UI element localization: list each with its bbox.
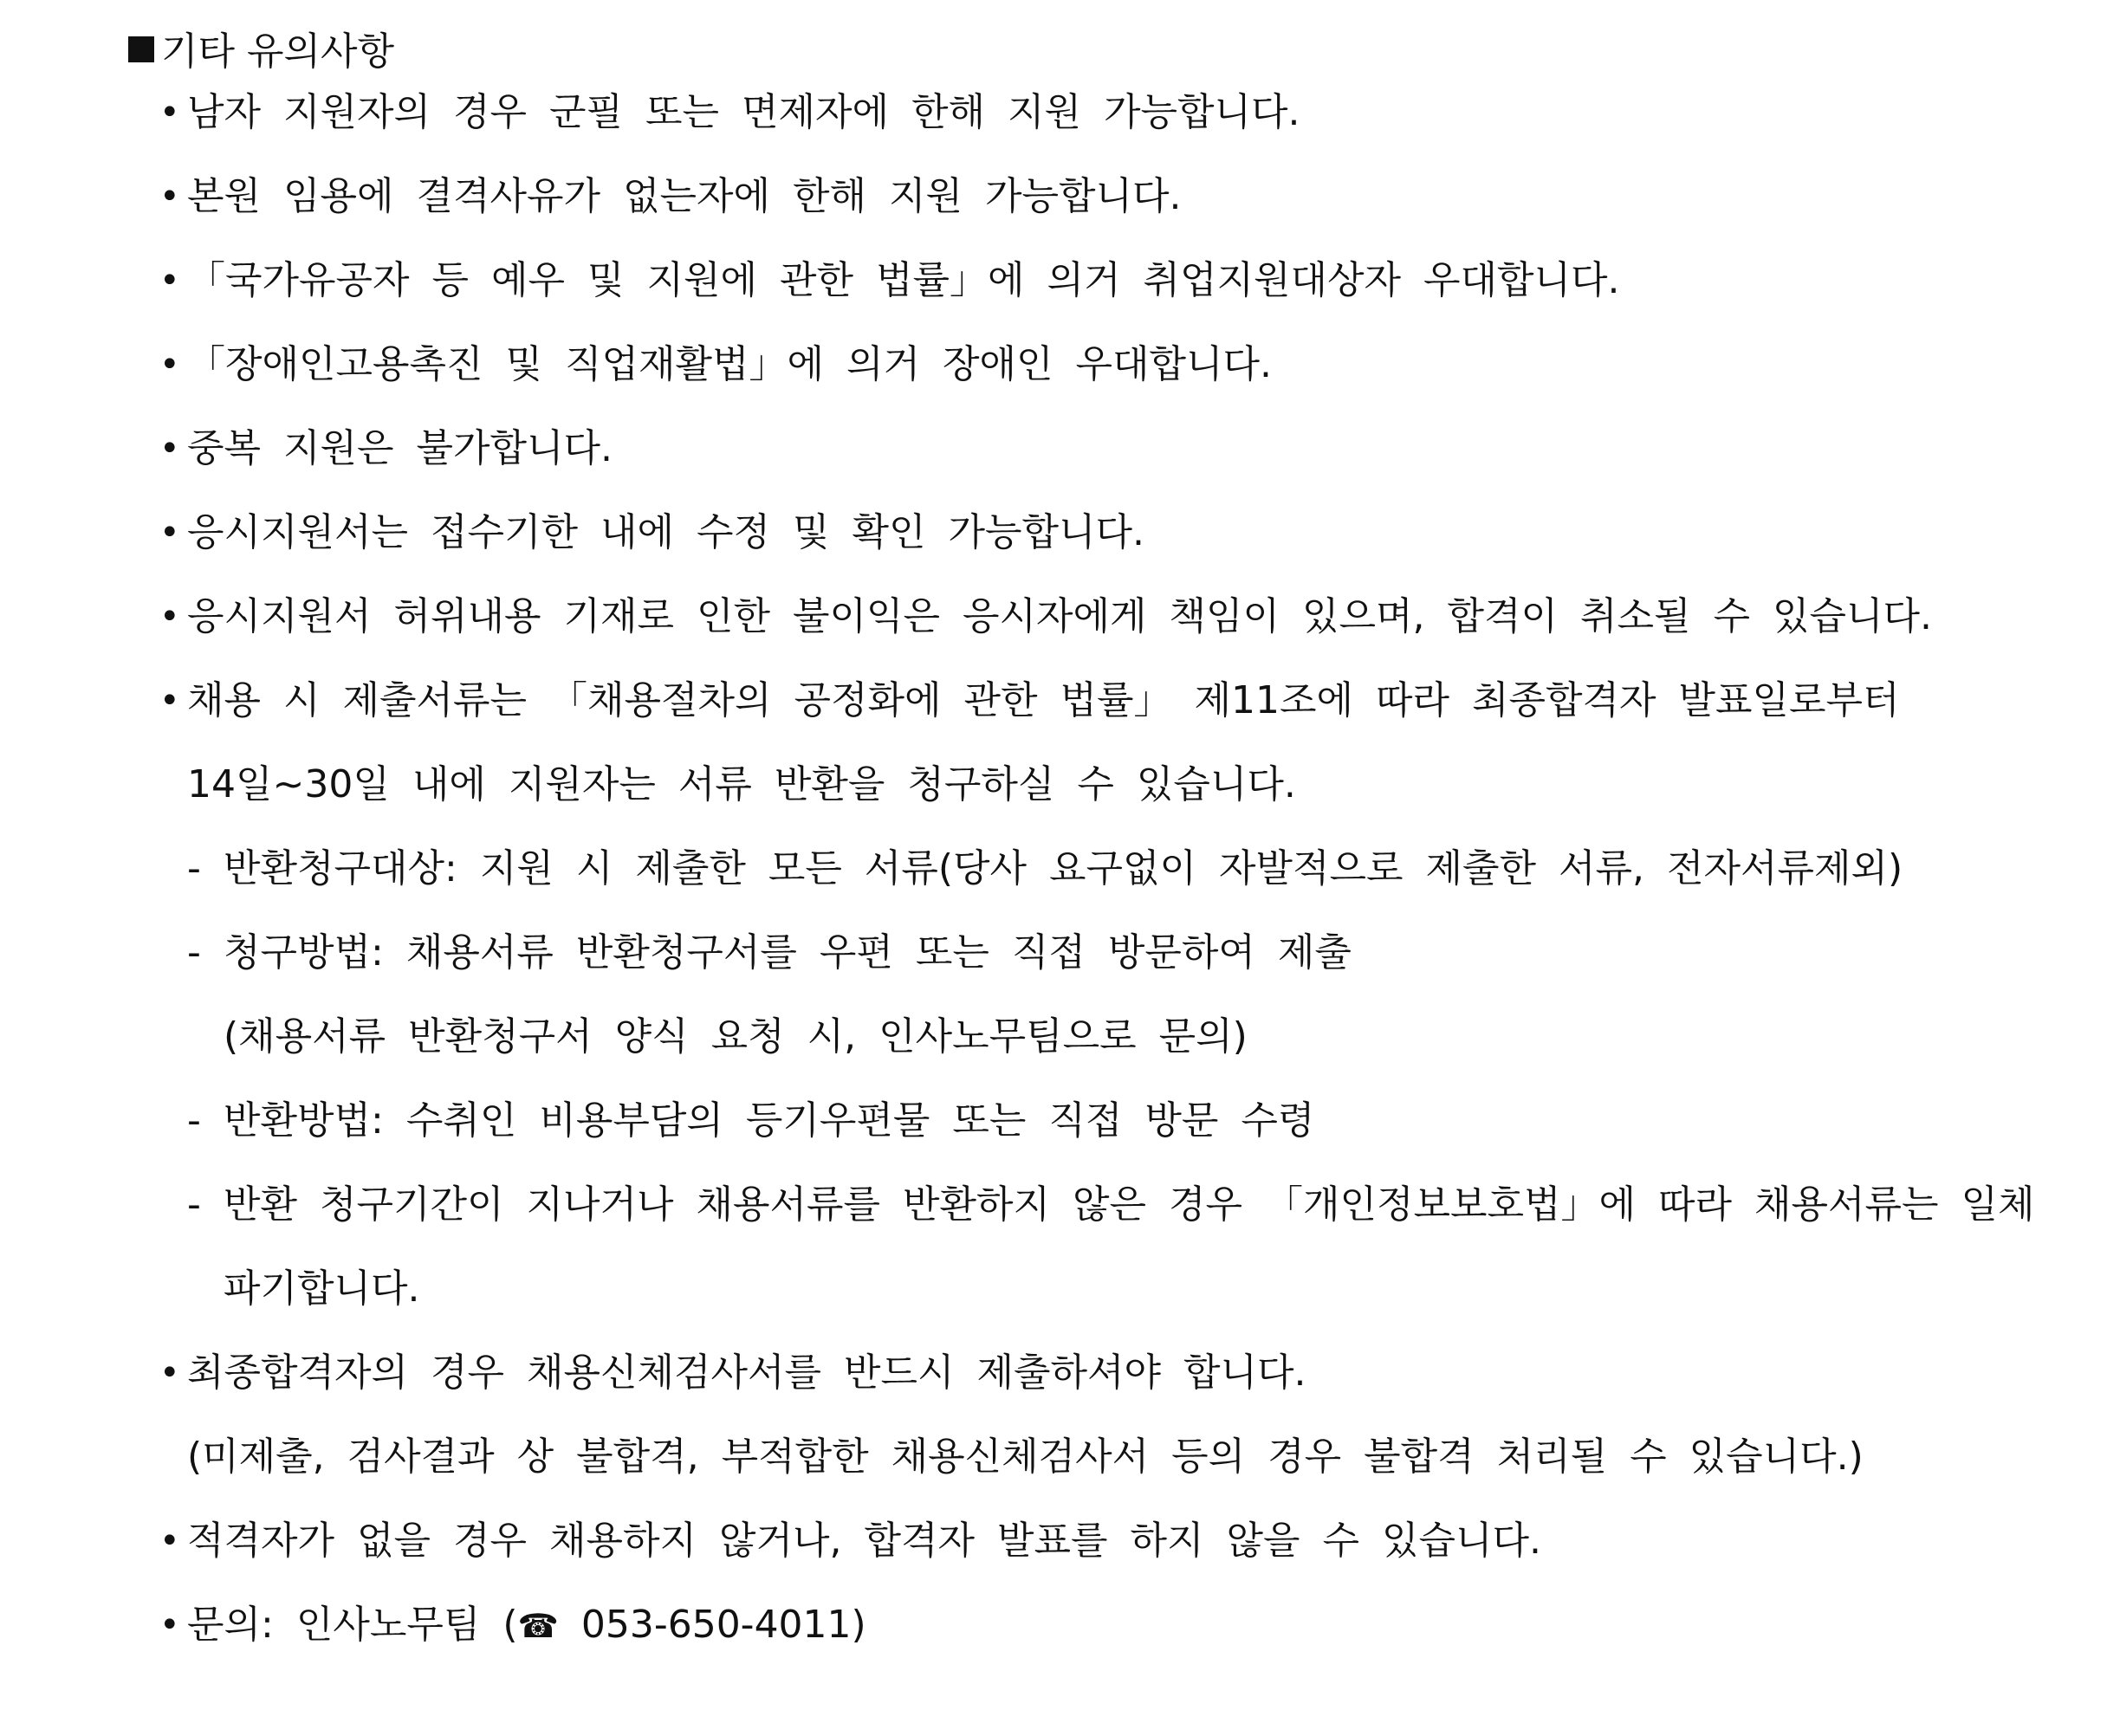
contact-phone-number: 053-650-4011) — [580, 1603, 866, 1647]
notice-item-medical-check-note: (미제출, 검사결과 상 불합격, 부적합한 채용신체검사서 등의 경우 불합격 처리될 수 있습니다.) — [187, 1435, 1864, 1479]
notice-item-disability: 「장애인고용촉진 및 직업재활법」에 의거 장애인 우대합니다. — [187, 342, 1273, 386]
bullet-icon: • — [159, 1353, 180, 1393]
bullet-icon: • — [159, 1521, 180, 1561]
sub-item-return-method: 반환방법: 수취인 비용부담의 등기우편물 또는 직접 방문 수령 — [224, 1098, 1315, 1143]
bullet-icon: • — [159, 1605, 180, 1645]
sub-item-destruction: 반환 청구기간이 지나거나 채용서류를 반환하지 않은 경우 「개인정보보호법」에 따라 채용서류는 일체 — [224, 1182, 2035, 1227]
sub-item-destruction-cont: 파기합니다. — [224, 1266, 420, 1311]
dash-marker: - — [187, 846, 201, 891]
notice-item-document-return: 채용 시 제출서류는 「채용절차의 공정화에 관한 법률」 제11조에 따라 최종합격자 발표일로부터 — [187, 678, 1900, 722]
bullet-icon: • — [159, 513, 180, 553]
dash-marker: - — [187, 1098, 201, 1143]
dash-marker: - — [187, 930, 201, 975]
notice-item-veterans: 「국가유공자 등 예우 및 지원에 관한 법률」에 의거 취업지원대상자 우대합니다. — [187, 258, 1620, 302]
notice-item-disqualification: 본원 임용에 결격사유가 없는자에 한해 지원 가능합니다. — [187, 174, 1182, 218]
notice-item-no-hire: 적격자가 없을 경우 채용하지 않거나, 합격자 발표를 하지 않을 수 있습니다. — [187, 1519, 1541, 1563]
sub-item-return-target: 반환청구대상: 지원 시 제출한 모든 서류(당사 요구없이 자발적으로 제출한 서류, 전자서류제외) — [224, 846, 1903, 891]
notice-item-edit: 응시지원서는 접수기한 내에 수정 및 확인 가능합니다. — [187, 510, 1144, 554]
notice-item-military: 남자 지원자의 경우 군필 또는 면제자에 한해 지원 가능합니다. — [187, 90, 1300, 134]
sub-item-request-method: 청구방법: 채용서류 반환청구서를 우편 또는 직접 방문하여 제출 — [224, 930, 1352, 975]
sub-item-request-method-note: (채용서류 반환청구서 양식 요청 시, 인사노무팀으로 문의) — [224, 1014, 1248, 1059]
notice-item-contact — [187, 1599, 866, 1652]
notice-item-false-info: 응시지원서 허위내용 기재로 인한 불이익은 응시자에게 책임이 있으며, 합격이 취소될 수 있습니다. — [187, 594, 1932, 638]
section-title: 기타 유의사항 — [161, 29, 395, 74]
phone-icon: ☎ — [517, 1607, 559, 1645]
bullet-icon: • — [159, 261, 180, 301]
bullet-icon: • — [159, 597, 180, 637]
bullet-icon: • — [159, 93, 180, 133]
section-heading — [128, 26, 394, 78]
bullet-icon: • — [159, 177, 180, 217]
bullet-icon: • — [159, 429, 180, 469]
notice-item-document-return-cont: 14일~30일 내에 지원자는 서류 반환을 청구하실 수 있습니다. — [187, 762, 1296, 806]
notice-item-duplicate: 중복 지원은 불가합니다. — [187, 426, 613, 470]
contact-label: 문의: 인사노무팀 ( — [187, 1603, 518, 1647]
dash-marker: - — [187, 1182, 201, 1227]
square-marker-icon — [128, 36, 154, 62]
bullet-icon: • — [159, 681, 180, 721]
notice-item-medical-check: 최종합격자의 경우 채용신체검사서를 반드시 제출하셔야 합니다. — [187, 1351, 1306, 1395]
bullet-icon: • — [159, 345, 180, 385]
